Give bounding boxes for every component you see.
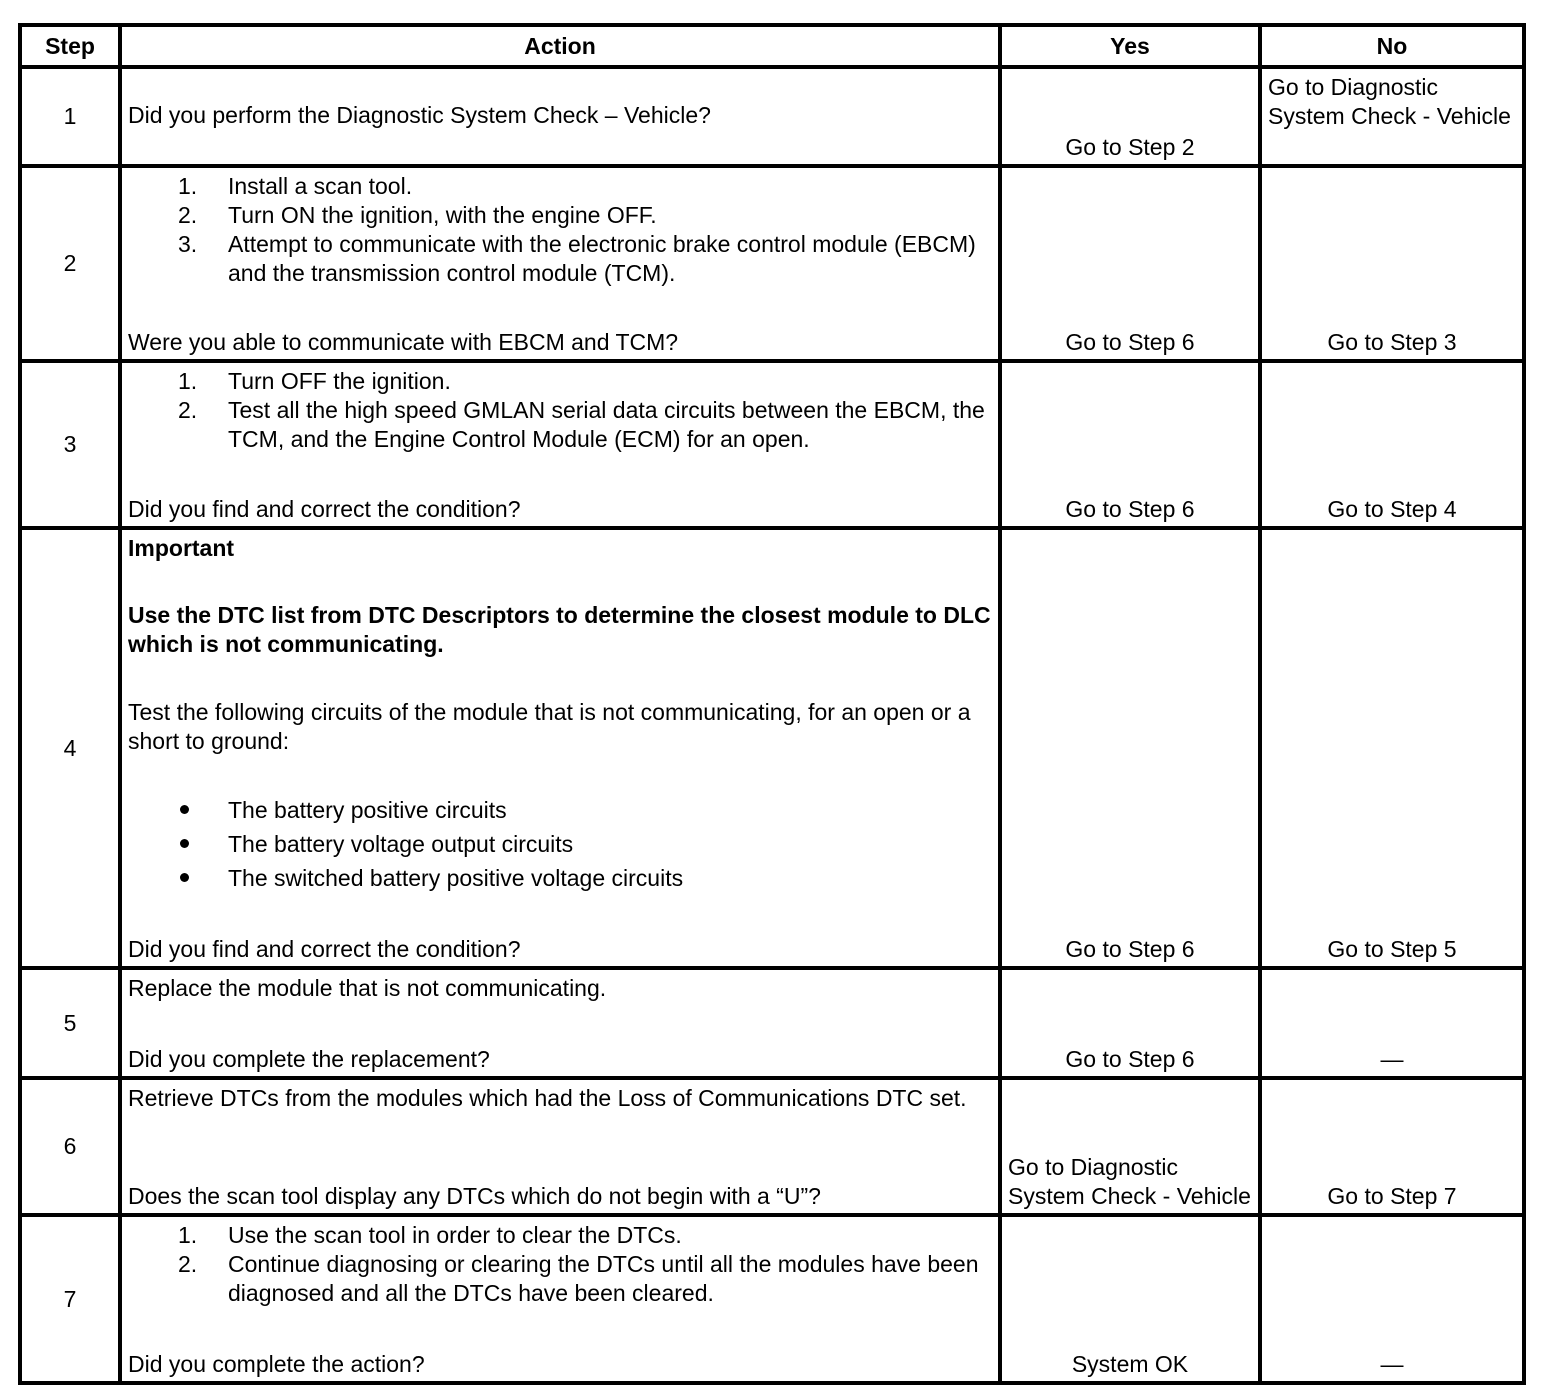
bullet-dot [180, 839, 189, 848]
instruction-text: Replace the module that is not communicating. [128, 975, 607, 1001]
table-row [20, 166, 1524, 361]
table-row [20, 361, 1524, 528]
item-text: Test all the high speed GMLAN serial data circuits between the EBCM, the TCM, and the Engine Control Module (ECM) for an open. [228, 397, 985, 452]
item-text: Install a scan tool. [228, 173, 413, 199]
header-yes: Yes [1000, 25, 1260, 67]
diagnostic-table [18, 23, 1526, 1385]
list-item [128, 1221, 992, 1250]
list-item [128, 201, 992, 230]
no-link[interactable]: Go to Step 5 [1327, 936, 1457, 962]
item-number: 3. [178, 231, 198, 257]
no-cell [1260, 166, 1524, 361]
list-item [128, 230, 992, 288]
action-cell [120, 528, 1000, 968]
bullet-text: The switched battery positive voltage circuits [228, 865, 684, 891]
table-row [20, 1078, 1524, 1215]
action-content [122, 530, 998, 898]
table-row [20, 968, 1524, 1078]
action-content [122, 363, 998, 457]
yes-link[interactable]: Go to Step 6 [1065, 329, 1195, 355]
step-number: 4 [20, 528, 120, 968]
no-cell [1260, 1215, 1524, 1383]
list-item [128, 367, 992, 396]
numbered-list [128, 172, 992, 288]
question-text: Did you complete the replacement? [128, 1046, 490, 1072]
numbered-list [128, 1221, 992, 1308]
action-cell [120, 1078, 1000, 1215]
no-cell [1260, 528, 1524, 968]
step-number: 2 [20, 166, 120, 361]
no-cell [1260, 361, 1524, 528]
header-step: Step [20, 25, 120, 67]
step-number: 5 [20, 968, 120, 1078]
item-number: 1. [178, 173, 198, 199]
yes-cell [1000, 166, 1260, 361]
action-content [122, 168, 998, 291]
action-cell [120, 1215, 1000, 1383]
question-text: Did you perform the Diagnostic System Check – Vehicle? [128, 101, 711, 128]
list-item [128, 861, 992, 895]
step-number: 6 [20, 1078, 120, 1215]
yes-link[interactable]: Go to Step 2 [1065, 134, 1195, 160]
header-no: No [1260, 25, 1524, 67]
list-item [128, 827, 992, 861]
action-cell [120, 166, 1000, 361]
yes-link[interactable]: Go to Step 6 [1065, 496, 1195, 522]
numbered-list [128, 367, 992, 454]
item-number: 1. [178, 1222, 198, 1248]
no-link[interactable]: Go to Diagnostic System Check - Vehicle [1268, 74, 1511, 129]
header-row [20, 25, 1524, 67]
yes-cell [1000, 968, 1260, 1078]
item-text: Turn ON the ignition, with the engine OFF. [228, 202, 657, 228]
question-text: Were you able to communicate with EBCM and TCM? [128, 329, 679, 355]
item-text: Continue diagnosing or clearing the DTCs until all the modules have been diagnosed and all the DTCs have been cleared. [228, 1251, 979, 1306]
yes-link[interactable]: Go to Step 6 [1065, 1046, 1195, 1072]
important-text: Use the DTC list from DTC Descriptors to determine the closest module to DLC which is not communicating. [128, 602, 991, 657]
action-cell [120, 361, 1000, 528]
table-row [20, 1215, 1524, 1383]
list-item [128, 1250, 992, 1308]
yes-link[interactable]: Go to Step 6 [1065, 936, 1195, 962]
list-item [128, 793, 992, 827]
yes-link[interactable]: Go to Diagnostic System Check - Vehicle [1008, 1154, 1251, 1209]
table-row [20, 528, 1524, 968]
yes-cell [1000, 1078, 1260, 1215]
bullet-dot [180, 805, 189, 814]
table-row [20, 67, 1524, 166]
no-cell [1260, 968, 1524, 1078]
action-cell [120, 67, 1000, 166]
list-item [128, 172, 992, 201]
intro-text: Test the following circuits of the module that is not communicating, for an open or a short to ground: [128, 699, 971, 754]
item-number: 1. [178, 368, 198, 394]
action-cell [120, 968, 1000, 1078]
no-link[interactable]: Go to Step 3 [1327, 329, 1457, 355]
yes-cell [1000, 528, 1260, 968]
bullet-list [128, 793, 992, 895]
item-number: 2. [178, 397, 198, 423]
question-text: Does the scan tool display any DTCs which do not begin with a “U”? [128, 1183, 821, 1209]
no-cell [1260, 1078, 1524, 1215]
item-text: Use the scan tool in order to clear the DTCs. [228, 1222, 682, 1248]
item-number: 2. [178, 1251, 198, 1277]
header-action: Action [120, 25, 1000, 67]
question-text: Did you find and correct the condition? [128, 936, 521, 962]
no-link[interactable]: Go to Step 4 [1327, 496, 1457, 522]
no-dash: — [1380, 1046, 1404, 1072]
question-text: Did you complete the action? [128, 1351, 425, 1377]
bullet-dot [180, 873, 189, 882]
list-item [128, 396, 992, 454]
bullet-text: The battery voltage output circuits [228, 831, 574, 857]
yes-link[interactable]: System OK [1071, 1351, 1189, 1377]
no-dash: — [1380, 1351, 1404, 1377]
question-text: Did you find and correct the condition? [128, 496, 521, 522]
item-number: 2. [178, 202, 198, 228]
action-content [122, 1217, 998, 1311]
step-number: 7 [20, 1215, 120, 1383]
yes-cell [1000, 361, 1260, 528]
step-number: 3 [20, 361, 120, 528]
item-text: Turn OFF the ignition. [228, 368, 451, 394]
step-number: 1 [20, 67, 120, 166]
bullet-text: The battery positive circuits [228, 797, 507, 823]
important-label: Important [128, 535, 235, 561]
instruction-text: Retrieve DTCs from the modules which had the Loss of Communications DTC set. [128, 1085, 967, 1111]
yes-cell [1000, 1215, 1260, 1383]
item-text: Attempt to communicate with the electronic brake control module (EBCM) and the transmission control module (TCM). [228, 231, 976, 286]
no-cell [1260, 67, 1524, 166]
yes-cell [1000, 67, 1260, 166]
no-link[interactable]: Go to Step 7 [1327, 1183, 1457, 1209]
